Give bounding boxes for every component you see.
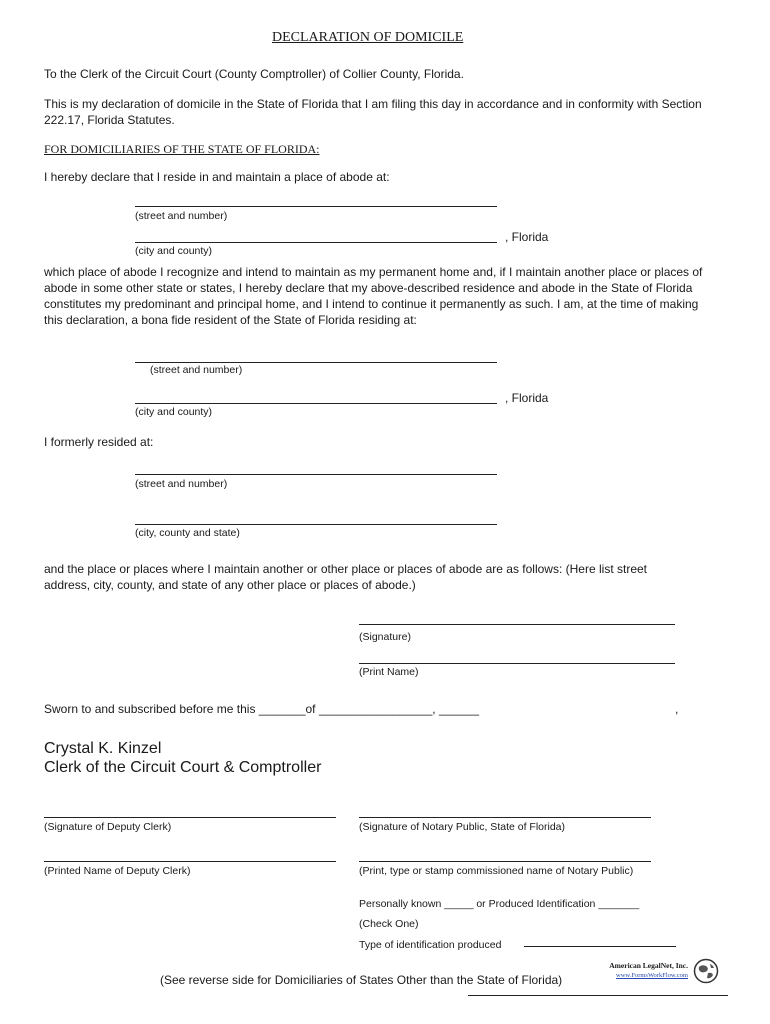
bottom-rule	[468, 995, 728, 996]
former-street-line[interactable]	[135, 474, 497, 475]
city-county-line-2[interactable]	[135, 403, 497, 404]
section-heading: FOR DOMICILIARIES OF THE STATE OF FLORIDA:	[44, 142, 320, 156]
reverse-side-note: (See reverse side for Domiciliaries of States Other than the State of Florida)	[160, 973, 563, 987]
personally-known-line: Personally known _____ or Produced Identification _______	[359, 898, 640, 910]
print-name-label: (Print Name)	[359, 666, 419, 678]
city-county-line-1[interactable]	[135, 242, 497, 243]
american-legalnet-logo	[600, 958, 718, 990]
deputy-printed-line[interactable]	[44, 861, 336, 862]
former-city-label: (city, county and state)	[135, 527, 240, 539]
check-one-label: (Check One)	[359, 918, 419, 930]
florida-suffix-1: , Florida	[505, 230, 549, 244]
street-number-line-2[interactable]	[135, 362, 497, 363]
street-number-line-1[interactable]	[135, 206, 497, 207]
intro-paragraph: This is my declaration of domicile in the State of Florida that I am filing this day in accordance and in conformity with Section 222.17, Florida Statutes.	[44, 97, 702, 127]
logo-company-name: American LegalNet, Inc.	[609, 961, 688, 970]
signature-line[interactable]	[359, 624, 675, 625]
deputy-printed-label: (Printed Name of Deputy Clerk)	[44, 865, 191, 877]
florida-suffix-2: , Florida	[505, 391, 549, 405]
print-name-line[interactable]	[359, 663, 675, 664]
city-county-label-1: (city and county)	[135, 245, 213, 257]
reside-statement: I hereby declare that I reside in and maintain a place of abode at:	[44, 170, 390, 184]
street-number-label-2: (street and number)	[150, 364, 243, 376]
clerk-name: Crystal K. Kinzel	[44, 740, 162, 757]
globe-icon	[693, 958, 719, 984]
id-type-line[interactable]	[524, 946, 676, 947]
page-title: DECLARATION OF DOMICILE	[272, 30, 464, 45]
notary-printed-line[interactable]	[359, 861, 651, 862]
notary-printed-label: (Print, type or stamp commissioned name of Notary Public)	[359, 865, 634, 877]
addressee-line: To the Clerk of the Circuit Court (County Comptroller) of Collier County, Florida.	[44, 67, 464, 81]
sworn-statement: Sworn to and subscribed before me this _______of _________________, ______	[44, 702, 480, 716]
abode-paragraph: which place of abode I recognize and intend to maintain as my permanent home and, if I maintain another place or places of abode in some other state or states, I hereby declare that my above-described residence and abode in the State of Florida constitutes my predominant and principal home, and I intend to continue it permanently as such. I am, at the time of making this declaration, a bona fide resident of the State of Florida residing at:	[44, 265, 703, 327]
id-type-label: Type of identification produced	[359, 939, 502, 951]
deputy-signature-label: (Signature of Deputy Clerk)	[44, 821, 172, 833]
notary-signature-line[interactable]	[359, 817, 651, 818]
city-county-label-2: (city and county)	[135, 406, 213, 418]
street-number-label-1: (street and number)	[135, 210, 228, 222]
notary-signature-label: (Signature of Notary Public, State of Florida)	[359, 821, 566, 833]
former-street-label: (street and number)	[135, 478, 228, 490]
signature-label: (Signature)	[359, 631, 411, 643]
formerly-resided-label: I formerly resided at:	[44, 435, 154, 449]
former-city-line[interactable]	[135, 524, 497, 525]
sworn-comma: ,	[675, 702, 679, 716]
deputy-signature-line[interactable]	[44, 817, 336, 818]
other-places-paragraph: and the place or places where I maintain another or other place or places of abode are as follows: (Here list street address, city, county, and state of any other place or places of abode.)	[44, 562, 647, 592]
clerk-title: Clerk of the Circuit Court & Comptroller	[44, 759, 322, 776]
logo-url-link[interactable]: www.FormsWorkFlow.com	[616, 972, 688, 979]
